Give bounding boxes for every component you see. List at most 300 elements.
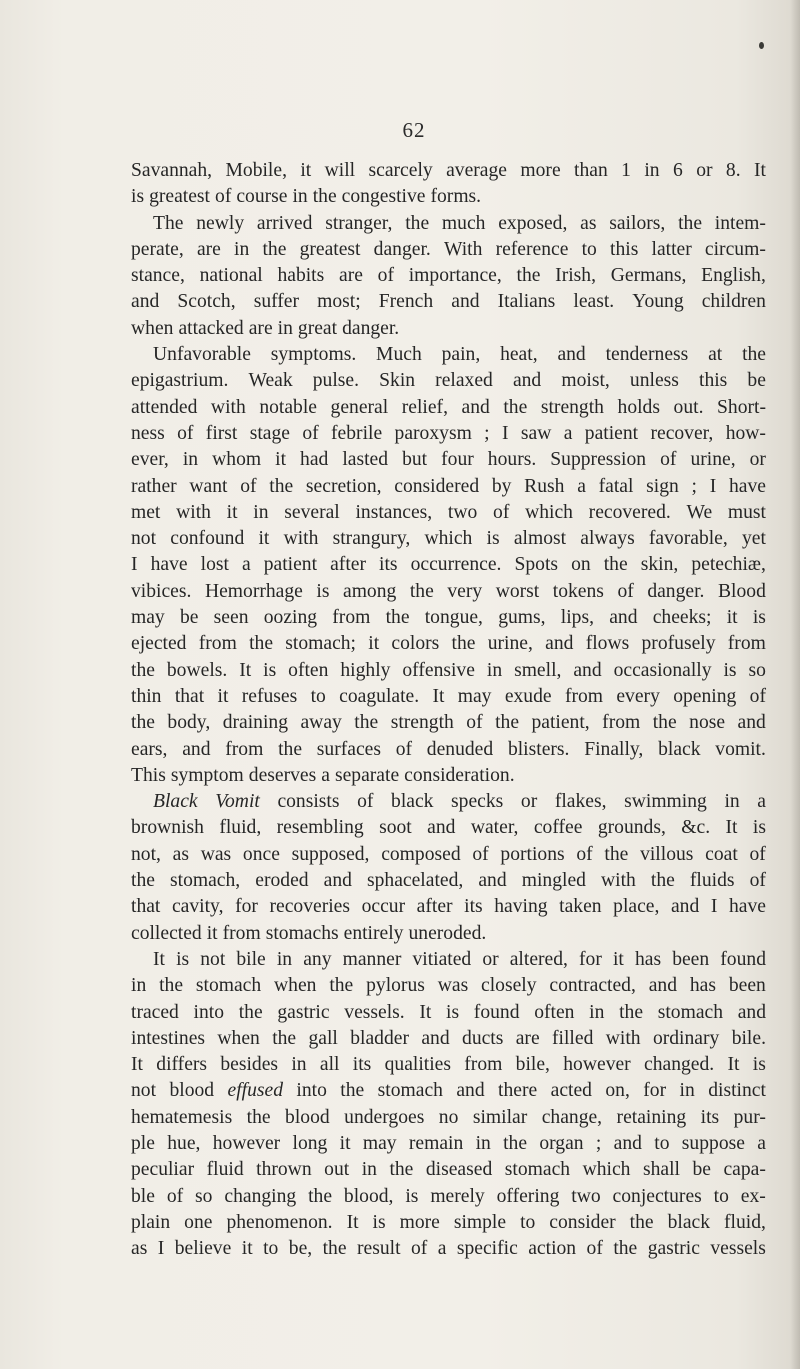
word: the — [650, 870, 675, 892]
word: bile — [236, 948, 266, 970]
word: a — [757, 1132, 766, 1154]
word: to — [581, 238, 597, 260]
word: ex- — [740, 1185, 766, 1207]
word: lips, — [560, 607, 594, 629]
word: stomachs — [265, 922, 339, 944]
word: every — [616, 685, 660, 707]
word: It — [131, 1054, 143, 1076]
word: is — [263, 659, 277, 681]
word: be — [179, 607, 199, 629]
word: and — [737, 1001, 766, 1023]
word: I — [131, 554, 138, 576]
word: stomach — [377, 1080, 443, 1102]
word: greatest — [149, 186, 211, 208]
word: is — [723, 659, 737, 681]
word: arrived — [256, 212, 313, 234]
word: contracted, — [549, 975, 636, 997]
word: the — [131, 712, 155, 734]
word: body, — [167, 712, 211, 734]
word: in — [292, 186, 308, 208]
word: the — [354, 712, 379, 734]
word: after — [330, 554, 366, 576]
word: suffer — [253, 291, 300, 313]
word: of — [395, 738, 413, 760]
word: blood — [285, 1106, 330, 1128]
word: stomach — [657, 1001, 724, 1023]
word: stage — [249, 422, 290, 444]
text-line — [131, 815, 766, 841]
word: danger. — [342, 317, 400, 339]
word: sphacelated, — [367, 870, 464, 892]
word: the — [312, 186, 337, 208]
word: the — [405, 212, 430, 234]
word: into — [296, 1080, 327, 1102]
word: vomit. — [715, 738, 766, 760]
text-line — [131, 1131, 766, 1157]
word: be, — [288, 1238, 313, 1260]
word: phenomenon. — [226, 1211, 333, 1233]
word: and — [456, 1080, 485, 1102]
word: and — [461, 396, 490, 418]
word: and — [545, 633, 574, 655]
word: the — [652, 712, 677, 734]
word: so — [195, 1185, 213, 1207]
word: collected — [131, 922, 202, 944]
word: grounds, — [597, 817, 666, 839]
word: was — [437, 975, 469, 997]
word: stomach, — [170, 870, 241, 892]
text-line — [131, 1236, 766, 1262]
word: ears, — [131, 738, 168, 760]
word: has — [634, 948, 662, 970]
word: and — [609, 607, 638, 629]
word: is — [752, 1054, 766, 1076]
text-line — [131, 921, 766, 947]
word: It — [727, 1054, 740, 1076]
word: newly — [196, 212, 245, 234]
word: vibices. — [131, 580, 192, 602]
word: brownish — [131, 817, 204, 839]
word: more — [399, 1211, 440, 1233]
text-line — [131, 1000, 766, 1026]
text-line — [131, 868, 766, 894]
word: no — [438, 1106, 459, 1128]
word: of — [357, 791, 374, 813]
word: symptom — [170, 764, 244, 786]
word: Unfavorable — [153, 344, 251, 366]
word: recoveries — [269, 896, 350, 918]
word: than — [574, 160, 608, 181]
word: or — [696, 160, 713, 181]
word: pur- — [733, 1106, 766, 1128]
word: occurrence. — [410, 554, 502, 576]
word: in — [291, 1054, 307, 1076]
word: I — [709, 475, 717, 497]
text-line — [131, 710, 766, 736]
word: favorable, — [648, 528, 728, 550]
word: the — [742, 344, 766, 366]
word: it — [300, 160, 312, 181]
word: the — [604, 843, 629, 865]
word: ness — [131, 422, 165, 444]
word: the — [503, 396, 528, 418]
word: highly — [340, 659, 391, 681]
text-line — [131, 184, 766, 210]
text-line — [131, 684, 766, 710]
word: paroxysm — [394, 422, 472, 444]
text-line — [131, 1184, 766, 1210]
word: forms. — [430, 186, 482, 208]
word: ; — [484, 422, 490, 444]
word: organ — [539, 1132, 584, 1154]
text-line — [131, 631, 766, 657]
word: which — [582, 1159, 631, 1181]
word: capa- — [723, 1159, 766, 1181]
word: it — [339, 1132, 351, 1154]
text-line — [131, 447, 766, 473]
word: Scotch, — [177, 291, 236, 313]
word: peculiar — [131, 1159, 195, 1181]
word: circum- — [704, 238, 766, 260]
word: any — [303, 948, 332, 970]
word: its — [700, 1106, 720, 1128]
word: there — [498, 1080, 538, 1102]
word: of — [749, 843, 766, 865]
text-line — [131, 421, 766, 447]
word: patient, — [531, 712, 590, 734]
word: the — [389, 1159, 414, 1181]
text-line — [131, 763, 766, 789]
word: Weak — [248, 370, 293, 392]
word: stomach — [504, 1159, 571, 1181]
word: is — [752, 607, 766, 629]
word: the — [678, 212, 703, 234]
word: and — [512, 370, 542, 392]
word: been — [672, 948, 710, 970]
word: on — [571, 554, 591, 576]
word: patient — [263, 554, 318, 576]
word: general — [330, 396, 389, 418]
word: profusely — [641, 633, 716, 655]
text-line — [131, 342, 766, 368]
word: with — [605, 1027, 641, 1049]
word: found — [473, 1001, 520, 1023]
word: more — [520, 160, 561, 181]
text-line — [131, 1078, 766, 1104]
text-line — [131, 552, 766, 578]
word: of — [493, 501, 510, 523]
word: as — [580, 212, 597, 234]
word: consists — [277, 791, 340, 813]
word: are — [515, 1027, 540, 1049]
page-number: 62 — [402, 118, 426, 142]
word: The — [153, 212, 184, 234]
word: from — [225, 738, 264, 760]
word: attacked — [178, 317, 244, 339]
word: or — [482, 948, 499, 970]
word: reference — [495, 238, 569, 260]
word: by — [491, 475, 512, 497]
word: from — [602, 712, 641, 734]
word: which — [424, 528, 473, 550]
word: with — [210, 396, 246, 418]
word: smell, — [514, 659, 562, 681]
word: similar — [472, 1106, 528, 1128]
word: children — [701, 291, 766, 313]
word: the — [269, 475, 294, 497]
word: deserves — [248, 764, 317, 786]
word: flows — [585, 633, 630, 655]
word: vitiated — [412, 948, 472, 970]
word: villous — [640, 843, 694, 865]
word: and — [131, 291, 160, 313]
text-line — [131, 1157, 766, 1183]
word: recover, — [650, 422, 714, 444]
word: with — [176, 501, 211, 523]
word: may — [457, 685, 492, 707]
word: petechiæ, — [691, 554, 766, 576]
word: patient — [584, 422, 639, 444]
word: to — [310, 685, 326, 707]
text-line — [131, 1026, 766, 1052]
word: black — [658, 738, 701, 760]
word: distinct — [708, 1080, 766, 1102]
word: black — [391, 791, 434, 813]
word: coat — [705, 843, 738, 865]
word: out — [324, 1159, 350, 1181]
word: and — [182, 738, 211, 760]
word: be — [747, 370, 766, 392]
word: soot — [379, 817, 412, 839]
word: Spots — [514, 554, 559, 576]
word: and — [323, 870, 352, 892]
word: &c. — [681, 817, 711, 839]
word: We — [686, 501, 713, 523]
word: skin, — [640, 554, 679, 576]
word: or — [520, 791, 538, 813]
word: thin — [131, 685, 162, 707]
word: 8. — [725, 160, 741, 181]
word: yet — [741, 528, 766, 550]
word: retaining — [616, 1106, 687, 1128]
word: for — [579, 948, 602, 970]
word: always — [580, 528, 635, 550]
word: eroded — [255, 870, 309, 892]
word: taken — [559, 896, 602, 918]
word: once — [242, 843, 280, 865]
word: as — [172, 843, 189, 865]
word: it — [275, 449, 287, 471]
word: English, — [701, 265, 766, 287]
word: consideration. — [404, 764, 515, 786]
word: acted — [550, 1080, 592, 1102]
word: plain — [131, 1211, 171, 1233]
word: thrown — [256, 1159, 312, 1181]
word: average — [446, 160, 507, 181]
word: to — [713, 1185, 729, 1207]
word: the — [238, 1001, 263, 1023]
word: 6 — [673, 160, 683, 181]
word: several — [284, 501, 340, 523]
word: that — [174, 685, 205, 707]
word: composed — [381, 843, 461, 865]
word: and — [648, 975, 678, 997]
word: of — [466, 712, 483, 734]
word: but — [402, 449, 428, 471]
word: manner — [342, 948, 402, 970]
word: with — [601, 870, 636, 892]
word: its — [464, 896, 483, 918]
word: is — [131, 186, 145, 208]
word: French — [378, 291, 434, 313]
word: This — [131, 764, 166, 786]
word: remain — [408, 1132, 464, 1154]
word: into — [193, 1001, 225, 1023]
word: will — [324, 160, 356, 181]
word: in — [276, 948, 293, 970]
word: when — [274, 975, 317, 997]
word: gums, — [498, 607, 546, 629]
word: however — [212, 1132, 281, 1154]
word: this — [699, 370, 728, 392]
word: want — [189, 475, 228, 497]
word: notable — [259, 396, 317, 418]
word: intestines — [131, 1027, 206, 1049]
word: from — [222, 922, 261, 944]
word: are — [248, 317, 273, 339]
word: of — [617, 580, 634, 602]
word: on, — [605, 1080, 630, 1102]
word: to — [263, 1238, 279, 1260]
word: at — [708, 344, 723, 366]
word: or — [749, 449, 766, 471]
word: bladder — [350, 1027, 409, 1049]
word: are — [339, 265, 363, 287]
word: its — [352, 1054, 372, 1076]
word: and — [421, 1027, 450, 1049]
word: a — [437, 1238, 447, 1260]
word: ejected — [131, 633, 187, 655]
word: of — [576, 843, 593, 865]
word: it — [368, 633, 380, 655]
word: of — [660, 449, 677, 471]
word: bile. — [731, 1027, 766, 1049]
word: swimming — [624, 791, 707, 813]
word: epigastrium. — [131, 370, 229, 392]
word: refuses — [241, 685, 298, 707]
page-edge-shadow — [790, 0, 800, 1369]
word: four — [441, 449, 474, 471]
word: altered, — [509, 948, 568, 970]
word: must — [727, 501, 766, 523]
word: of — [410, 1238, 428, 1260]
word: draining — [222, 712, 288, 734]
word: entirely — [343, 922, 404, 944]
word: and — [451, 291, 480, 313]
word: and — [478, 870, 507, 892]
word: febrile — [331, 422, 383, 444]
text-line — [131, 368, 766, 394]
word: colors — [391, 633, 440, 655]
word: heat, — [500, 344, 538, 366]
word: a — [321, 764, 330, 786]
word: black — [667, 1211, 711, 1233]
word: Short- — [717, 396, 766, 418]
word: a — [577, 475, 586, 497]
word: in — [131, 975, 147, 997]
word: has — [689, 975, 716, 997]
word: gall — [308, 1027, 338, 1049]
word: greatest — [299, 238, 361, 260]
word: diseased — [425, 1159, 493, 1181]
word: tokens — [552, 580, 604, 602]
text-line — [131, 737, 766, 763]
word: the — [131, 659, 155, 681]
word: of — [215, 186, 232, 208]
word: the — [246, 1106, 271, 1128]
word: relief, — [401, 396, 448, 418]
word: Suppression — [550, 449, 647, 471]
word: the — [451, 633, 476, 655]
word: the — [322, 1238, 347, 1260]
word: It — [725, 817, 738, 839]
word: strength — [540, 396, 604, 418]
word: saw — [520, 422, 552, 444]
word: undergoes — [344, 1106, 425, 1128]
word: gastric — [277, 1001, 330, 1023]
word: most; — [317, 291, 361, 313]
text-line — [131, 579, 766, 605]
word: a — [241, 554, 251, 576]
word: among — [343, 580, 397, 602]
word: from — [727, 633, 766, 655]
word: when — [217, 1027, 260, 1049]
word: Blood — [717, 580, 766, 602]
word: rather — [131, 475, 177, 497]
word: been — [728, 975, 766, 997]
text-line — [131, 1210, 766, 1236]
word: believe — [174, 1238, 232, 1260]
word: the — [329, 975, 354, 997]
word: this — [610, 238, 639, 260]
word: exposed, — [498, 212, 568, 234]
word: 1 — [621, 160, 631, 181]
word: It — [346, 1211, 359, 1233]
text-line — [131, 500, 766, 526]
word: the — [340, 1080, 365, 1102]
word: recovered. — [588, 501, 671, 523]
word: almost — [513, 528, 567, 550]
word: change, — [541, 1106, 603, 1128]
word: surfaces — [316, 738, 381, 760]
word: to — [520, 1211, 536, 1233]
word: and — [613, 1132, 642, 1154]
word: lasted — [342, 449, 389, 471]
word: separate — [334, 764, 400, 786]
word: danger. — [647, 580, 705, 602]
word: have — [728, 475, 766, 497]
word: denuded — [426, 738, 494, 760]
word: it — [206, 922, 218, 944]
word: the — [495, 712, 520, 734]
word: is — [176, 948, 190, 970]
word: have — [728, 896, 766, 918]
text-line — [131, 973, 766, 999]
word: not — [131, 1080, 157, 1102]
text-line — [131, 211, 766, 237]
word: fluids — [689, 870, 735, 892]
word: be — [692, 1159, 711, 1181]
